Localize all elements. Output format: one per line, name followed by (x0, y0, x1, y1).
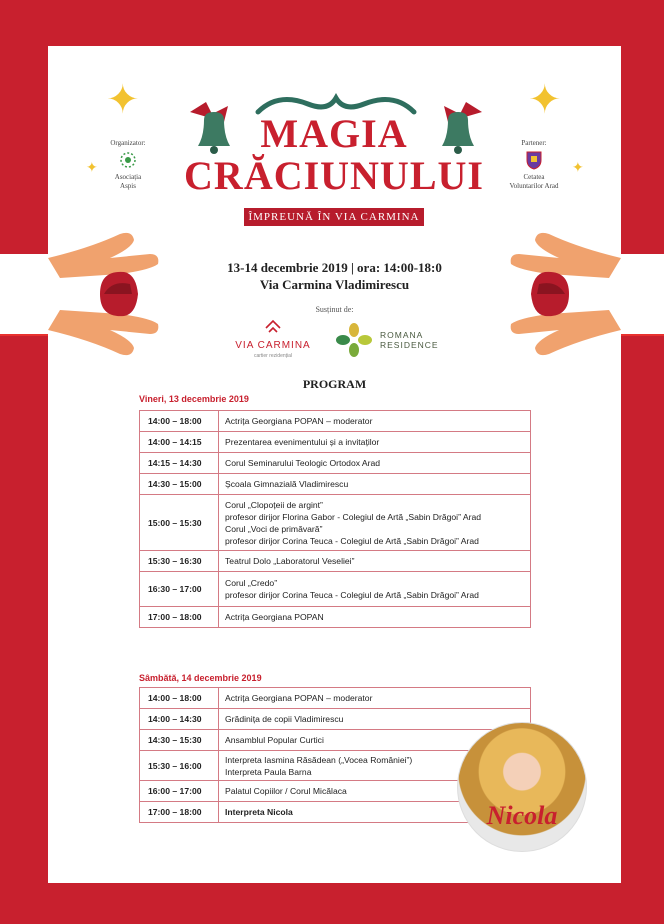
event-location: Via Carmina Vladimirescu (259, 277, 410, 292)
star-icon: ✦ (106, 78, 140, 122)
schedule-activity-line: Interpreta Paula Barna (225, 766, 312, 777)
organizer-name-line2: Aspis (120, 182, 136, 190)
schedule-activity-line: Prezentarea evenimentului și a invitaților (225, 437, 380, 447)
partner-name-line2: Voluntarilor Arad (509, 182, 559, 190)
schedule-activity-line: Actrița Georgiana POPAN – moderator (225, 693, 373, 703)
hands-heart-left-icon (0, 218, 190, 368)
schedule-activity (219, 688, 531, 709)
schedule-activity-line: Interpreta Nicola (225, 807, 293, 817)
schedule-time: 14:30 – 15:30 (140, 730, 219, 751)
event-dates: 13-14 decembrie 2019 | ora: 14:00-18:0 (227, 260, 442, 275)
schedule-activity-line: Actrița Georgiana POPAN – moderator (225, 416, 373, 426)
schedule-activity-line: Palatul Copiilor / Corul Micălaca (225, 786, 347, 796)
star-icon: ✦ (572, 159, 584, 175)
schedule-activity-line: profesor dirijor Corina Teuca - Colegiul de Artă „Sabin Drăgoi” Arad (225, 590, 479, 600)
artist-photo-caption: Nicola (486, 801, 558, 830)
via-carmina-logo-icon (264, 318, 282, 336)
schedule-row (140, 551, 531, 572)
partner-name-line1: Cetatea (523, 173, 545, 181)
title-line1: MAGIA (260, 111, 408, 156)
schedule-activity (219, 411, 531, 432)
poster (48, 46, 621, 883)
schedule-activity-line: Corul „Voci de primăvară” (225, 523, 323, 534)
schedule-row (140, 453, 531, 474)
schedule-time: 14:00 – 14:15 (140, 432, 219, 453)
schedule-time: 14:00 – 14:30 (140, 709, 219, 730)
romana-line2: RESIDENCE (380, 340, 439, 350)
schedule-activity (219, 551, 531, 572)
star-icon: ✦ (86, 159, 98, 175)
schedule-row (140, 572, 531, 607)
schedule-activity-line: profesor dirijor Corina Teuca - Colegiul de Artă „Sabin Drăgoi” Arad (225, 535, 479, 546)
supported-label: Susținut de: (315, 305, 354, 314)
schedule-row (140, 607, 531, 628)
day1-title: Vineri, 13 decembrie 2019 (139, 394, 249, 404)
partner-label: Partener: (521, 139, 547, 147)
schedule-activity-line: Interpreta Iasmina Răsădean („Vocea României”) (225, 754, 413, 765)
schedule-time: 15:30 – 16:00 (140, 751, 219, 781)
romana-line1: ROMANA (380, 330, 424, 340)
hands-heart-right-icon (479, 218, 664, 368)
program-title: PROGRAM (302, 377, 367, 391)
schedule-activity (219, 453, 531, 474)
schedule-activity-line: Corul „Credo” (225, 578, 278, 588)
schedule-row (140, 688, 531, 709)
schedule-time: 14:00 – 18:00 (140, 688, 219, 709)
schedule-activity (219, 709, 531, 730)
schedule-activity (219, 474, 531, 495)
subtitle-ribbon: ÎMPREUNĂ ÎN VIA CARMINA (244, 208, 424, 226)
schedule-activity (219, 572, 531, 607)
crest-icon (525, 150, 543, 170)
schedule-activity-line: Actrița Georgiana POPAN (225, 612, 324, 622)
schedule-row (140, 495, 531, 551)
schedule-activity (219, 495, 531, 551)
organizer-name-line1: Asociația (114, 173, 142, 181)
schedule-row (140, 411, 531, 432)
schedule-time: 16:00 – 17:00 (140, 781, 219, 802)
schedule-activity (219, 607, 531, 628)
star-icon: ✦ (528, 78, 562, 122)
via-carmina-tagline: cartier rezidențial (253, 353, 293, 359)
schedule-activity-line: Școala Gimnazială Vladimirescu (225, 479, 349, 489)
aspis-logo-icon (118, 150, 138, 170)
schedule-time: 15:00 – 15:30 (140, 495, 219, 551)
via-carmina-name: VIA CARMINA (235, 340, 311, 351)
schedule-time: 17:00 – 18:00 (140, 607, 219, 628)
schedule-activity-line: profesor dirijor Florina Gabor - Colegiul de Artă „Sabin Drăgoi” Arad (225, 511, 482, 522)
schedule-activity-line: Corul Seminarului Teologic Ortodox Arad (225, 458, 381, 468)
schedule-time: 15:30 – 16:30 (140, 551, 219, 572)
schedule-activity-line: Corul „Clopoțeii de argint” (225, 499, 323, 510)
organizer-label: Organizator: (110, 139, 146, 147)
day2-title: Sâmbătă, 14 decembrie 2019 (139, 673, 262, 683)
schedule-row (140, 432, 531, 453)
schedule-activity (219, 432, 531, 453)
schedule-time: 17:00 – 18:00 (140, 802, 219, 823)
title-line2: CRĂCIUNULUI (184, 153, 484, 198)
schedule-time: 14:30 – 15:00 (140, 474, 219, 495)
artist-photo (457, 722, 587, 852)
romana-residence-logo-icon (334, 322, 374, 358)
schedule-time: 14:00 – 18:00 (140, 411, 219, 432)
schedule-time: 14:15 – 14:30 (140, 453, 219, 474)
schedule-activity-line: Grădinița de copii Vladimirescu (225, 714, 344, 724)
schedule-activity-line: Ansamblul Popular Curtici (225, 735, 324, 745)
day1-schedule-table (139, 410, 531, 628)
schedule-row (140, 474, 531, 495)
schedule-activity-line: Teatrul Dolo „Laboratorul Veseliei” (225, 556, 355, 566)
schedule-time: 16:30 – 17:00 (140, 572, 219, 607)
schedule-row (140, 709, 531, 730)
